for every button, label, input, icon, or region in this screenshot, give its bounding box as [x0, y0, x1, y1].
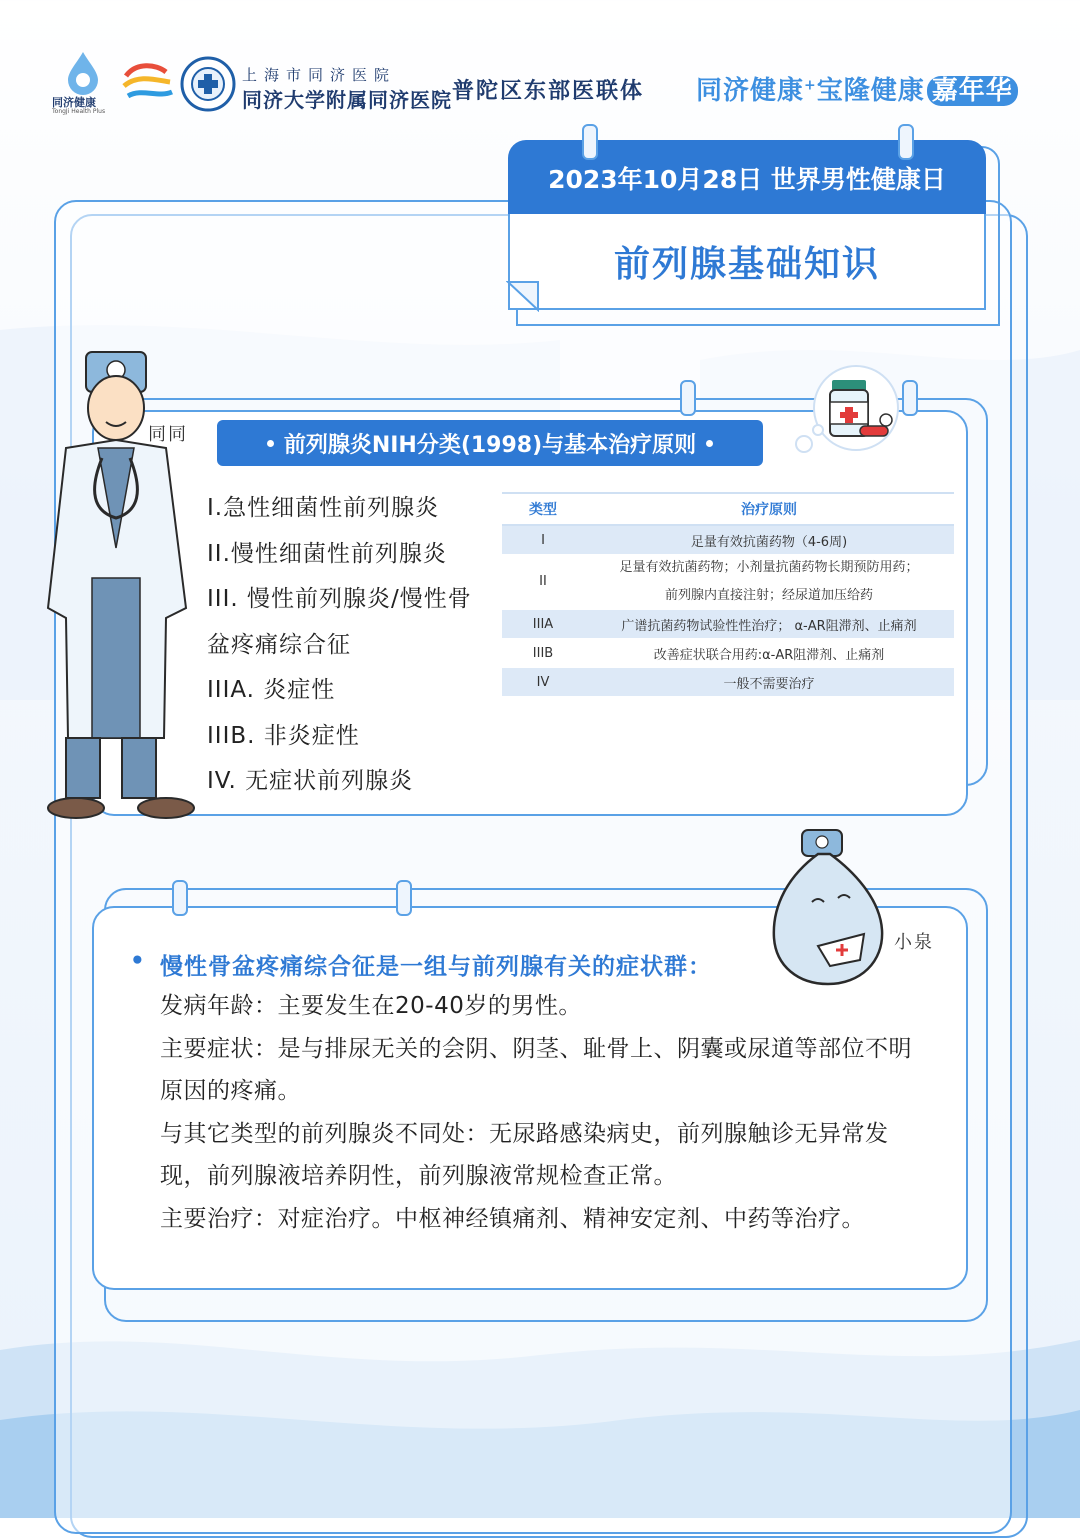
- hospital-name-line2: 同济大学附属同济医院: [242, 88, 452, 112]
- list-item: II.慢性细菌性前列腺炎: [207, 540, 447, 567]
- title-binder-clip-left: [582, 124, 598, 160]
- district-alliance: 普陀区东部医联体: [452, 78, 645, 104]
- table-cell-type: IIIB: [532, 645, 554, 661]
- table-row: [502, 668, 954, 696]
- table-cell-type: II: [539, 574, 547, 589]
- list-item: IIIB. 非炎症性: [207, 722, 360, 749]
- drop-name-label: 小泉: [894, 932, 934, 953]
- body-line: 发病年龄：主要发生在20-40岁的男性。: [160, 993, 582, 1019]
- page-title: 前列腺基础知识: [508, 214, 986, 310]
- section1-clip-right: [902, 380, 918, 416]
- body-line: 主要症状：是与排尿无关的会阴、阴茎、耻骨上、阴囊或尿道等部位不明: [160, 1035, 912, 1062]
- table-cell-principle: 足量有效抗菌药物（4-6周): [584, 525, 954, 554]
- table-row: [502, 638, 954, 668]
- date-banner: 2023年10月28日 世界男性健康日: [508, 140, 986, 216]
- table-cell-principle: 广谱抗菌药物试验性性治疗； α-AR阻滞剂、止痛剂: [584, 610, 954, 638]
- table-cell-type: IV: [502, 668, 584, 696]
- table-header-principle: 治疗原则: [584, 493, 954, 525]
- table-cell-principle: 改善症状联合用药:α-AR阻滞剂、止痛剂: [653, 647, 885, 663]
- body-line: 现，前列腺液培养阴性，前列腺液常规检查正常。: [160, 1163, 677, 1189]
- table-row: [502, 525, 954, 554]
- nih-classification-list: [207, 486, 507, 805]
- logo-caption: 同济健康: [52, 96, 96, 109]
- section2-body: [160, 985, 950, 1240]
- section1-heading-text: 前列腺炎NIH分类(1998)与基本治疗原则: [283, 432, 697, 458]
- section2-clip-left: [172, 880, 188, 916]
- section2-title: • 慢性骨盆疼痛综合征是一组与前列腺有关的症状群：: [134, 948, 712, 981]
- brand-slogan: 同济健康+宝隆健康 嘉年华: [696, 70, 1018, 107]
- treatment-table: [502, 492, 954, 696]
- section1-heading: [217, 420, 763, 466]
- medicine-bottle-icon: [784, 364, 904, 460]
- body-line: 与其它类型的前列腺炎不同处：无尿路感染病史，前列腺触诊无异常发: [160, 1120, 889, 1147]
- list-item: IV. 无症状前列腺炎: [207, 768, 414, 794]
- table-header-type: 类型: [502, 493, 584, 525]
- list-item: III. 慢性前列腺炎/慢性骨: [207, 586, 472, 612]
- title-page-curl: [506, 280, 540, 312]
- table-row: [502, 554, 954, 610]
- list-item: I.急性细菌性前列腺炎: [207, 495, 440, 521]
- heading-dot-left: [267, 440, 274, 447]
- table-cell-line: 前列腺内直接注射；经尿道加压给药: [664, 588, 873, 603]
- list-item: IIIA. 炎症性: [207, 677, 336, 703]
- hospital-name-line1: 上海市同济医院: [242, 66, 397, 84]
- table-cell-principle: 一般不需要治疗: [584, 668, 954, 696]
- table-cell-type: I: [502, 525, 584, 554]
- body-line: 原因的疼痛。: [160, 1078, 301, 1104]
- doctor-name-label: 同同: [148, 424, 188, 445]
- body-line: 主要治疗：对症治疗。中枢神经镇痛剂、精神安定剂、中药等治疗。: [160, 1205, 865, 1232]
- list-item: 盆疼痛综合征: [207, 631, 351, 658]
- logo-caption-en: TongJi Health Plus: [52, 108, 106, 115]
- table-row: [502, 610, 954, 638]
- hospital-seal-logo: [180, 56, 236, 112]
- tongji-health-logo: [58, 50, 108, 96]
- section1-clip-left: [680, 380, 696, 416]
- section2-clip-right: [396, 880, 412, 916]
- swirl-logo: [120, 58, 176, 108]
- heading-dot-right: [706, 440, 713, 447]
- table-cell-line: 足量有效抗菌药物；小剂量抗菌药物长期预防用药；: [619, 560, 919, 575]
- table-cell-type: IIIA: [502, 610, 584, 638]
- table-cell-principle: [584, 554, 954, 610]
- title-binder-clip-right: [898, 124, 914, 160]
- drop-character-illustration: [768, 826, 888, 988]
